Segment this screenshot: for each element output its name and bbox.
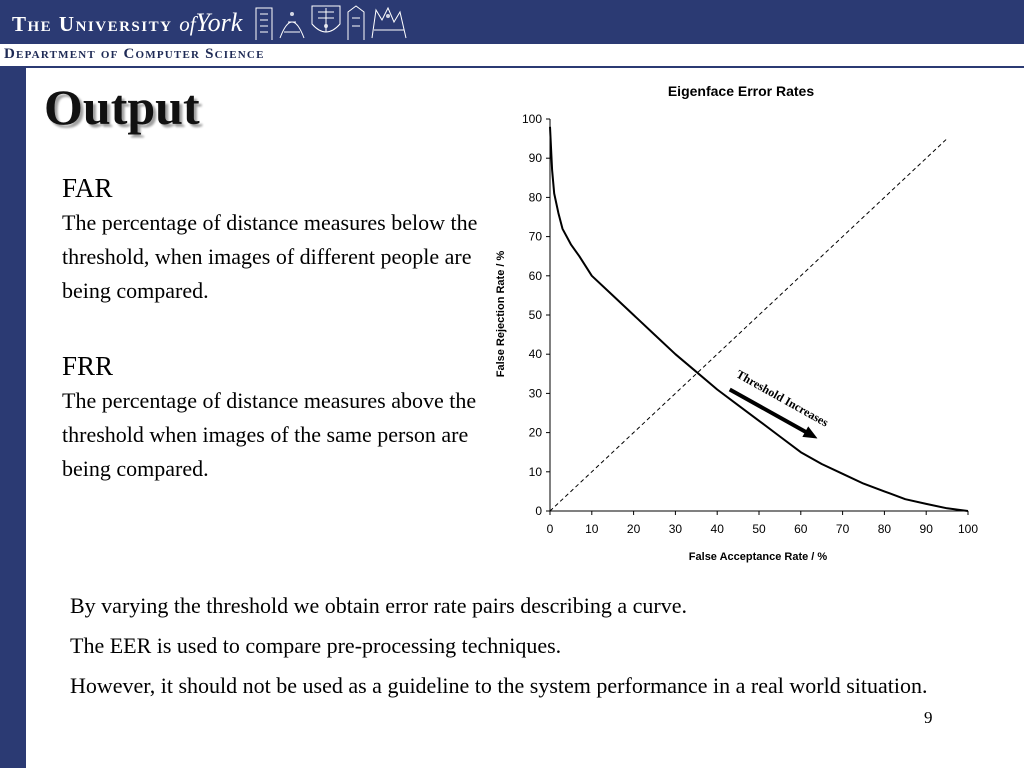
bullet-item: The EER is used to compare pre-processing techniques. [70, 633, 562, 658]
university-name [12, 8, 242, 38]
x-axis [547, 511, 979, 536]
y-tick-label: 40 [528, 347, 542, 362]
x-tick-label: 30 [668, 522, 683, 536]
page-number: 9 [924, 708, 933, 727]
error-rate-curve [550, 127, 968, 511]
department-bar [0, 44, 1024, 66]
y-axis [522, 112, 550, 518]
frr-text: The percentage of distance measures above the threshold when images of the same person are being compared. [62, 388, 477, 481]
y-tick-label: 0 [535, 504, 542, 518]
university-prefix: The University [12, 12, 180, 36]
far-definition [62, 172, 502, 308]
left-stripe [0, 68, 26, 768]
x-tick-label: 100 [957, 522, 979, 536]
y-axis-label: False Rejection Rate / % [495, 250, 507, 378]
x-tick-label: 60 [794, 522, 808, 536]
x-tick-label: 80 [877, 522, 892, 536]
department-name: Department of Computer Science [4, 46, 265, 62]
university-crest-icon [252, 2, 412, 42]
university-of: of [179, 12, 196, 36]
x-tick-label: 70 [835, 522, 850, 536]
eigenface-error-chart [486, 76, 1006, 576]
y-tick-label: 60 [528, 268, 542, 283]
y-tick-label: 10 [528, 464, 542, 479]
x-tick-label: 40 [710, 522, 724, 536]
x-tick-label: 50 [752, 522, 766, 536]
chart-title: Eigenface Error Rates [667, 83, 815, 99]
x-axis-label: False Acceptance Rate / % [688, 551, 828, 563]
x-tick-label: 0 [546, 522, 554, 536]
y-tick-label: 70 [528, 229, 542, 244]
far-text: The percentage of distance measures below the threshold, when images of different people are being compared. [62, 210, 478, 303]
header-bar [0, 0, 1024, 44]
annotation-layer [730, 367, 831, 439]
series-layer [550, 127, 968, 511]
far-term: FAR [62, 173, 113, 203]
x-tick-label: 20 [626, 522, 641, 536]
header-divider [0, 66, 1024, 68]
frr-term: FRR [62, 351, 114, 381]
university-york: York [195, 8, 243, 37]
x-tick-label: 10 [585, 522, 599, 536]
y-tick-label: 90 [528, 151, 542, 166]
x-tick-label: 90 [919, 522, 933, 536]
frr-definition [62, 350, 502, 486]
bullet-item: By varying the threshold we obtain error rate pairs describing a curve. [70, 593, 688, 618]
slide-title: Output [44, 79, 200, 135]
y-tick-label: 80 [528, 190, 542, 205]
y-tick-label: 100 [521, 112, 542, 126]
y-tick-label: 30 [528, 386, 542, 401]
y-tick-label: 50 [528, 308, 542, 322]
bullet-item: However, it should not be used as a guideline to the system performance in a real world situation. [70, 673, 928, 698]
eer-diagonal-line [550, 139, 947, 511]
bullet-list [70, 590, 1010, 710]
y-tick-label: 20 [528, 425, 542, 440]
threshold-annotation: Threshold Increases [733, 366, 831, 430]
